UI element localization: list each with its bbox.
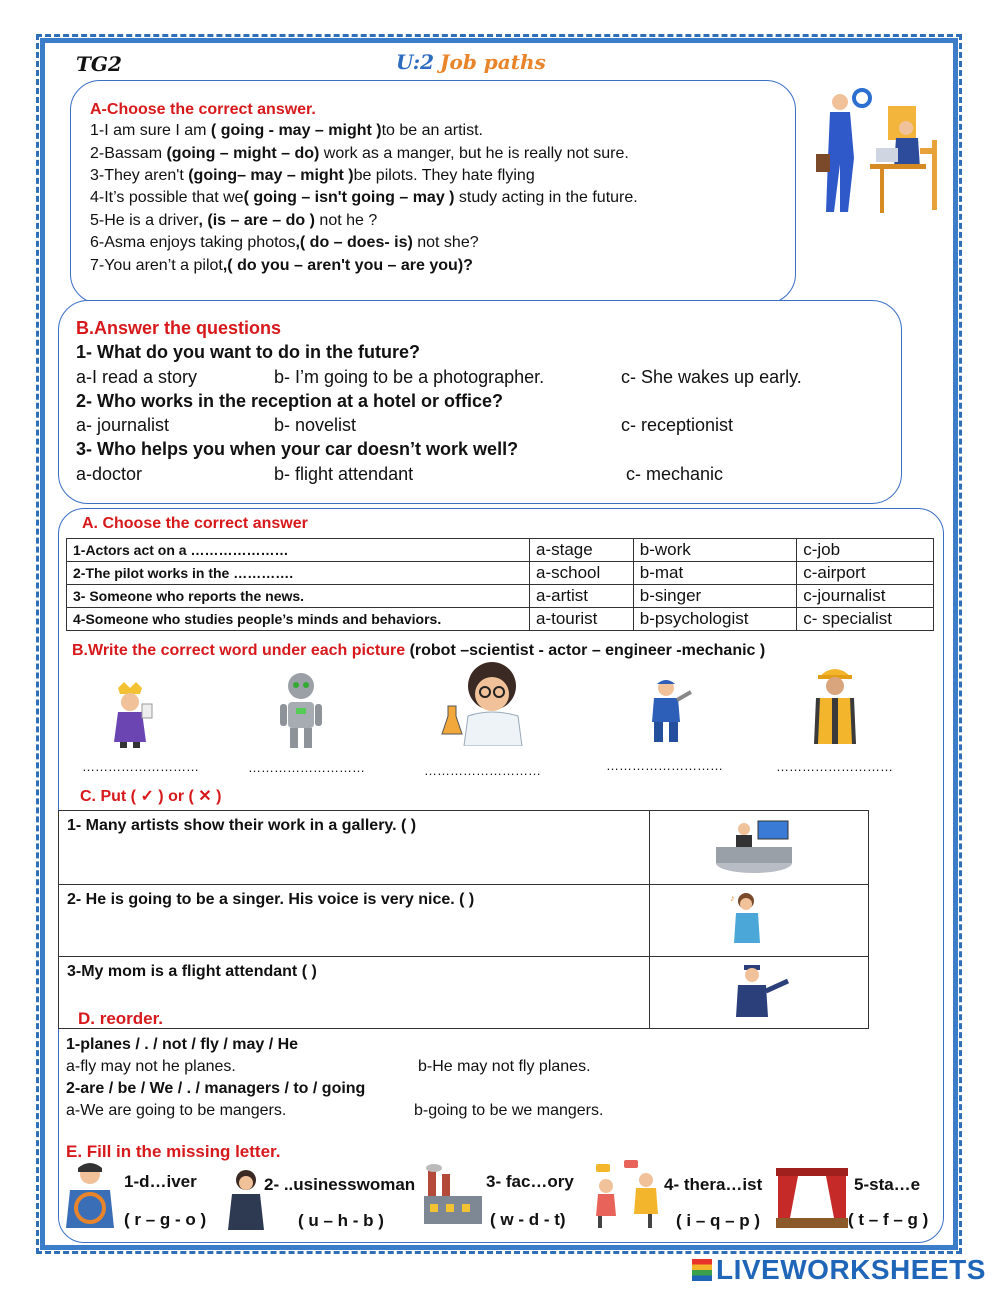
table-question: 1-Actors act on a ………………… [67, 539, 530, 562]
reorder-words-1: 1-planes / . / not / fly / may / He [66, 1036, 299, 1053]
answer-choices[interactable]: ,( do you – aren't you – are you)? [222, 257, 473, 274]
answer-choices[interactable]: (going– may – might ) [188, 167, 354, 184]
reception-desk-picture [714, 817, 804, 873]
sentence-part: not he ? [314, 212, 378, 229]
table-option[interactable]: a-tourist [530, 608, 634, 631]
missing-letter-word-3: 3- fac…ory [486, 1172, 574, 1191]
part-2b-heading [72, 642, 765, 660]
sentence-part: 3-They aren't [90, 167, 189, 184]
table-option[interactable]: b-work [633, 539, 796, 562]
unit-label: U:2 [396, 50, 435, 74]
businesswoman-picture [226, 1168, 266, 1230]
letter-choices-3[interactable]: ( w - d - t) [490, 1210, 566, 1229]
sentence-part: 1-I am sure I am [90, 122, 211, 139]
question-3: 3- Who helps you when your car doesn’t work well? [76, 439, 519, 459]
letter-choices-2[interactable]: ( u – h - b ) [298, 1211, 384, 1230]
reorder-option-a[interactable]: a-fly may not he planes. [66, 1058, 236, 1075]
part-2c-title [80, 786, 221, 806]
driver-picture [62, 1160, 120, 1228]
table-option[interactable]: c-airport [797, 562, 934, 585]
section-a-item-7 [90, 257, 473, 275]
sentence-part: 7-You aren’t a pilot [90, 257, 223, 274]
part-2c-title-mid: ) or ( [153, 788, 199, 805]
blank-actor[interactable]: ……………………… [82, 759, 199, 774]
sentence-part: study acting in the future. [454, 189, 638, 206]
reorder-option-b[interactable]: b-He may not fly planes. [418, 1058, 591, 1075]
missing-letter-word-4: 4- thera…ist [664, 1175, 763, 1194]
svg-text:♪: ♪ [730, 893, 735, 903]
engineer-picture [806, 662, 864, 744]
reorder-option-a[interactable]: a-We are going to be mangers. [66, 1102, 287, 1119]
sentence-part: work as a manger, but he is really not sure. [319, 145, 629, 162]
sentence-part: 2-Bassam [90, 145, 167, 162]
question-2: 2- Who works in the reception at a hotel or office? [76, 391, 504, 411]
mechanic-picture [640, 676, 696, 746]
option-c[interactable]: c- mechanic [626, 464, 724, 484]
part-2e-title: E. Fill in the missing letter. [66, 1142, 281, 1161]
page-title [396, 50, 546, 74]
table-option[interactable]: c-job [797, 539, 934, 562]
therapist-picture [592, 1160, 664, 1230]
option-a[interactable]: a-I read a story [76, 367, 198, 387]
table-option[interactable]: a-school [530, 562, 634, 585]
section-a-item-2 [90, 145, 629, 163]
part-2c-title-post: ) [211, 788, 222, 805]
question-1: 1- What do you want to do in the future? [76, 342, 420, 362]
table-row [67, 585, 934, 608]
scientist-picture [440, 660, 530, 746]
reorder-option-b[interactable]: b-going to be we mangers. [414, 1102, 604, 1119]
missing-letter-word-5: 5-sta…e [854, 1175, 921, 1194]
table-option[interactable]: b-singer [633, 585, 796, 608]
table-option[interactable]: a-stage [530, 539, 634, 562]
brand-text: LIVEWORKSHEETS [716, 1254, 986, 1285]
table-option[interactable]: b-psychologist [633, 608, 796, 631]
blank-engineer[interactable]: ……………………… [776, 759, 893, 774]
table-question: 2-The pilot works in the …………. [67, 562, 530, 585]
tf-statement-1[interactable]: 1- Many artists show their work in a gallery. ( ) [59, 811, 650, 885]
stage-picture [776, 1168, 848, 1228]
answer-choices[interactable]: (going – might – do) [166, 145, 320, 162]
factory-picture [420, 1162, 486, 1228]
liveworksheets-icon [692, 1259, 712, 1281]
sentence-part: 6-Asma enjoys taking photos [90, 234, 296, 251]
cross-icon: ✕ [198, 788, 212, 805]
part-2d-title: D. reorder. [78, 1009, 164, 1028]
table-question: 3- Someone who reports the news. [67, 585, 530, 608]
table-row [67, 608, 934, 631]
option-c[interactable]: c- receptionist [621, 415, 734, 435]
true-false-table [58, 810, 869, 1029]
letter-choices-4[interactable]: ( i – q – p ) [676, 1211, 761, 1230]
section-a-item-1 [90, 122, 483, 140]
blank-robot[interactable]: ……………………… [248, 760, 365, 775]
section-a-item-5 [90, 212, 377, 230]
answer-choices[interactable]: ( going - may – might ) [210, 122, 382, 139]
topic-label: Job paths [440, 50, 546, 74]
office-workers-illustration [810, 88, 945, 218]
part-2a-title: A. Choose the correct answer [82, 515, 308, 532]
section-a-item-3 [90, 167, 535, 185]
option-a[interactable]: a-doctor [76, 464, 143, 484]
table-option[interactable]: b-mat [633, 562, 796, 585]
option-b[interactable]: b- novelist [274, 415, 357, 435]
sentence-part: be pilots. They hate flying [353, 167, 535, 184]
section-a-item-4 [90, 189, 638, 207]
answer-choices[interactable]: , (is – are – do ) [198, 212, 315, 229]
choose-answer-table [66, 538, 934, 631]
missing-letter-word-1: 1-d…iver [124, 1172, 197, 1191]
sentence-part: 5-He is a driver [90, 212, 199, 229]
table-option[interactable]: c-journalist [797, 585, 934, 608]
part-2b-words: (robot –scientist - actor – engineer -mechanic ) [409, 642, 766, 659]
missing-letter-word-2: 2- ..usinesswoman [264, 1175, 416, 1194]
blank-mechanic[interactable]: ……………………… [606, 758, 723, 773]
robot-picture [278, 670, 324, 754]
singer-picture [728, 891, 768, 945]
option-a[interactable]: a- journalist [76, 415, 170, 435]
tf-picture-cell-1 [650, 811, 869, 885]
section-b-title: B.Answer the questions [76, 318, 282, 338]
tf-statement-3[interactable]: 3-My mom is a flight attendant ( ) [59, 957, 650, 1029]
tf-statement-2[interactable]: 2- He is going to be a singer. His voice is very nice. ( ) [59, 885, 650, 957]
class-label: TG2 [76, 52, 122, 76]
section-a-item-6 [90, 234, 479, 252]
sentence-part: not she? [412, 234, 479, 251]
letter-choices-5[interactable]: ( t – f – g ) [848, 1210, 929, 1229]
table-row [67, 562, 934, 585]
answer-choices[interactable]: ,( do – does- is) [295, 234, 413, 251]
answer-choices[interactable]: ( going – isn't going – may ) [243, 189, 455, 206]
sentence-part: 4-It’s possible that we [90, 189, 244, 206]
check-icon: ✓ [140, 788, 154, 805]
section-a-title: A-Choose the correct answer. [90, 101, 316, 118]
table-row [67, 539, 934, 562]
table-question: 4-Someone who studies people’s minds and behaviors. [67, 608, 530, 631]
letter-choices-1[interactable]: ( r – g - o ) [124, 1210, 207, 1229]
flight-attendant-picture [732, 963, 798, 1017]
sentence-part: to be an artist. [381, 122, 483, 139]
tf-picture-cell-3 [650, 957, 869, 1029]
option-b[interactable]: b- flight attendant [274, 464, 414, 484]
actor-picture [104, 680, 156, 750]
part-2c-title-pre: C. Put ( [80, 788, 141, 805]
table-option[interactable]: a-artist [530, 585, 634, 608]
liveworksheets-logo [692, 1254, 986, 1286]
blank-scientist[interactable]: ……………………… [424, 763, 541, 778]
part-2b-title: B.Write the correct word under each picture [72, 642, 406, 659]
reorder-words-2: 2-are / be / We / . / managers / to / going [66, 1080, 366, 1097]
option-c[interactable]: c- She wakes up early. [621, 367, 802, 387]
tf-picture-cell-2 [650, 885, 869, 957]
table-option[interactable]: c- specialist [797, 608, 934, 631]
option-b[interactable]: b- I’m going to be a photographer. [274, 367, 545, 387]
